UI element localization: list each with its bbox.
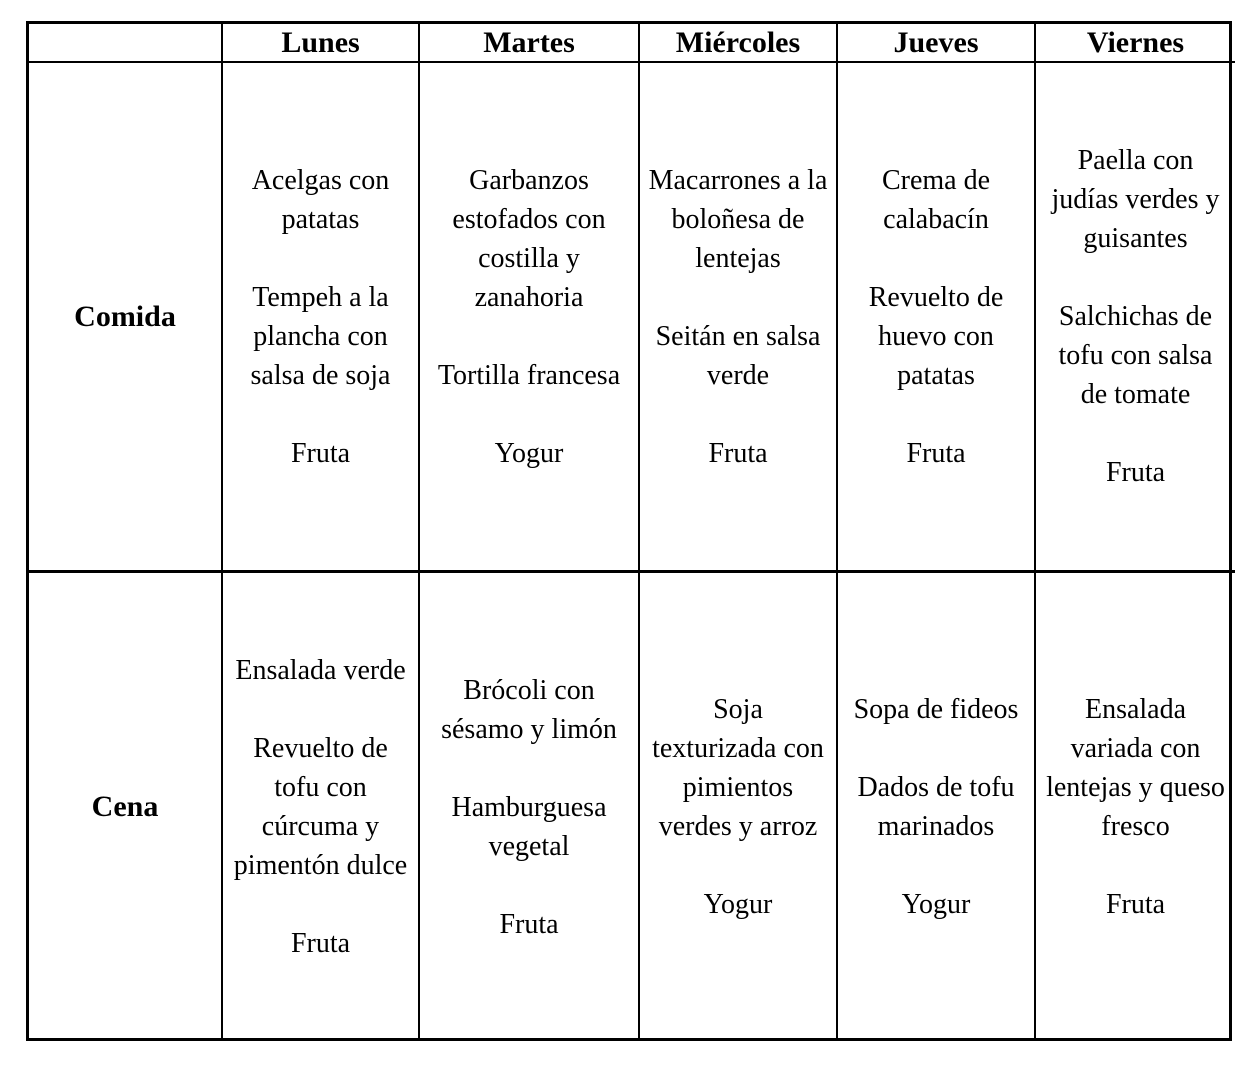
dish: Yogur xyxy=(494,437,564,469)
cell-cena-miercoles xyxy=(640,573,838,1041)
dish: Seitán en salsa verde xyxy=(655,320,821,391)
cell-comida-jueves xyxy=(838,63,1036,573)
dish: Acelgas con patatas xyxy=(251,164,390,235)
dish: Tortilla francesa xyxy=(437,359,621,391)
weekly-menu-table xyxy=(26,21,1232,1041)
dish: Fruta xyxy=(1105,457,1166,488)
dish: Fruta xyxy=(1105,889,1166,920)
dish: Revuelto de huevo con patatas xyxy=(868,281,1004,391)
dish: Yogur xyxy=(901,889,971,920)
dish: Fruta xyxy=(499,908,559,940)
dish: Brócoli con sésamo y limón xyxy=(441,674,617,745)
dish: Fruta xyxy=(290,928,351,959)
cell-cena-lunes xyxy=(223,573,420,1041)
dish: Tempeh a la plancha con salsa de soja xyxy=(250,281,391,391)
cell-comida-lunes xyxy=(223,63,420,573)
corner-cell xyxy=(29,24,223,63)
dish: Fruta xyxy=(906,437,966,469)
dish: Fruta xyxy=(290,437,351,469)
col-header-jueves: Jueves xyxy=(838,24,1036,63)
dish: Revuelto de tofu con cúrcuma y pimentón dulce xyxy=(233,733,408,881)
col-header-viernes: Viernes xyxy=(1036,24,1235,63)
dish: Paella con judías verdes y guisantes xyxy=(1051,145,1220,254)
cell-cena-martes xyxy=(420,573,640,1041)
dish: Ensalada variada con lentejas y queso fresco xyxy=(1046,694,1225,842)
dish: Salchichas de tofu con salsa de tomate xyxy=(1058,301,1213,410)
dish: Garbanzos estofados con costilla y zanahoria xyxy=(452,164,606,313)
dish: Macarrones a la boloñesa de lentejas xyxy=(648,164,828,274)
col-header-lunes: Lunes xyxy=(223,24,420,63)
dish: Fruta xyxy=(708,437,768,469)
row-label-comida: Comida xyxy=(29,63,223,573)
cell-comida-viernes xyxy=(1036,63,1235,573)
cell-cena-jueves xyxy=(838,573,1036,1041)
dish: Dados de tofu marinados xyxy=(857,772,1015,842)
row-label-cena: Cena xyxy=(29,573,223,1041)
dish: Yogur xyxy=(703,889,773,920)
cell-cena-viernes xyxy=(1036,573,1235,1041)
dish: Hamburguesa vegetal xyxy=(451,791,607,862)
dish: Sopa de fideos xyxy=(853,694,1019,725)
dish: Crema de calabacín xyxy=(881,164,991,235)
dish: Ensalada verde xyxy=(235,655,406,686)
col-header-martes: Martes xyxy=(420,24,640,63)
cell-comida-miercoles xyxy=(640,63,838,573)
cell-comida-martes xyxy=(420,63,640,573)
col-header-miercoles: Miércoles xyxy=(640,24,838,63)
dish: Soja texturizada con pimientos verdes y arroz xyxy=(652,694,824,842)
